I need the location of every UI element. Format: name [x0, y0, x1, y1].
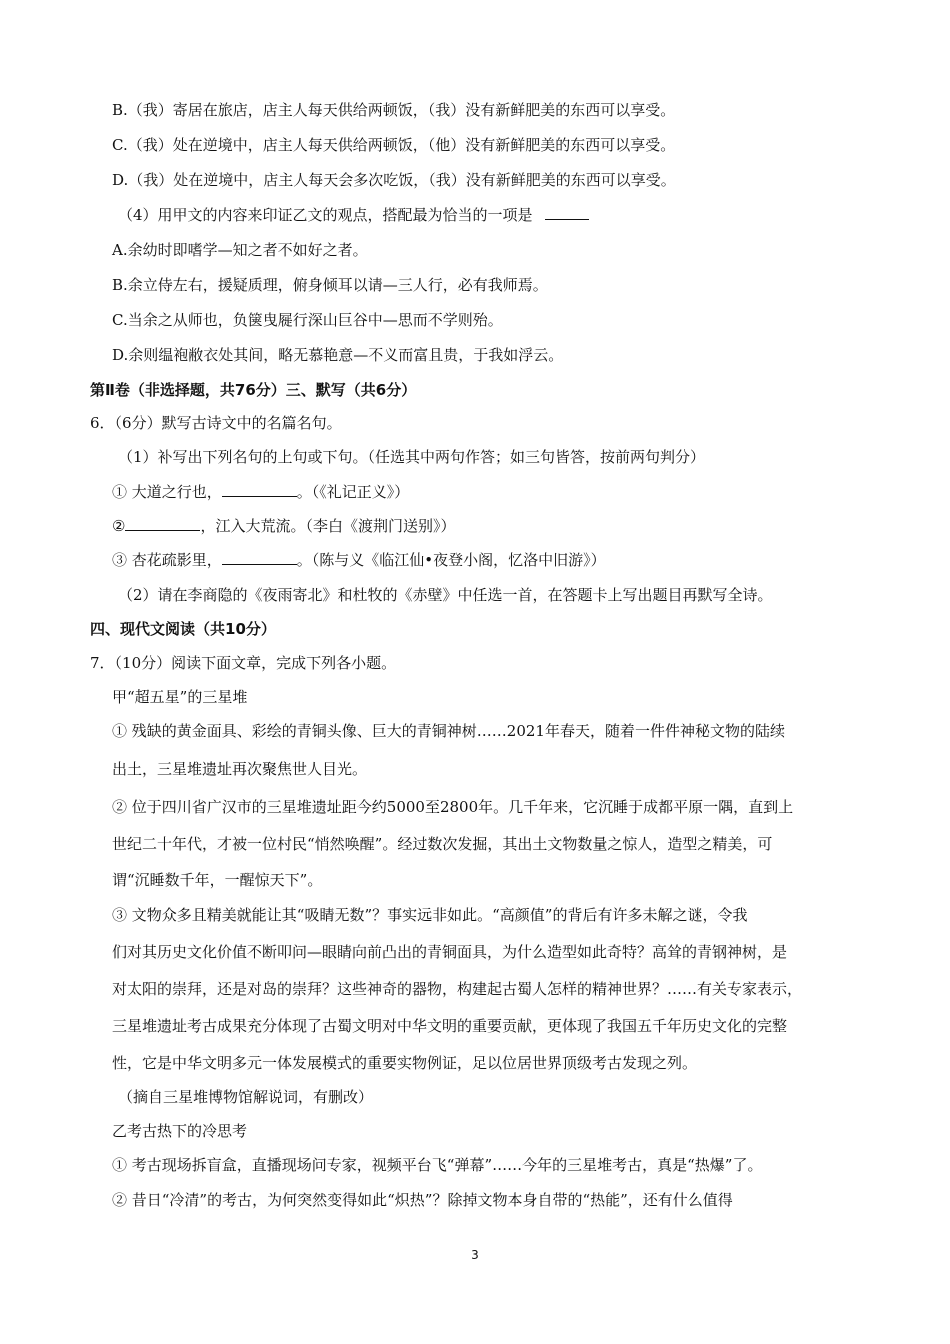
- paragraph-line: 对太阳的崇拜，还是对岛的崇拜？这些神奇的器物，构建起古蜀人怎样的精神世界？……有关专家表示，: [112, 980, 803, 998]
- paragraph-line: ② 昔日“冷清”的考古，为何突然变得如此“炽热”？除掉文物本身自带的“热能”，还有什么值得: [112, 1191, 733, 1209]
- blank-2: [125, 516, 200, 531]
- paragraph-line: 出土，三星堆遗址再次聚焦世人目光。: [112, 760, 368, 778]
- paragraph-line: 性，它是中华文明多元一体发展模式的重要实物例证，足以位居世界顶级考古发现之列。: [112, 1054, 698, 1072]
- question-6: 6．（6分）默写古诗文中的名篇名句。: [90, 414, 342, 432]
- fill-line-1: [112, 482, 409, 502]
- fill-line-2-prefix: ②: [112, 517, 126, 535]
- answer-blank: [545, 205, 589, 220]
- text-a-title: 甲“超五星”的三星堆: [112, 688, 248, 706]
- q4-option-c: C.当余之从师也，负箧曳屣行深山巨谷中—思而不学则殆。: [112, 311, 503, 329]
- fill-line-1-prefix: ① 大道之行也，: [112, 483, 222, 501]
- fill-line-3-suffix: 。（陈与义《临江仙•夜登小阁，忆洛中旧游》）: [296, 551, 606, 569]
- page-number: 3: [471, 1248, 479, 1262]
- paragraph-line: 谓“沉睡数千年，一醒惊天下”。: [112, 871, 323, 889]
- fill-line-1-suffix: 。（《礼记正义》）: [296, 483, 410, 501]
- fill-line-2-suffix: ，江入大荒流。（李白《渡荆门送别》）: [200, 517, 456, 535]
- q4-option-a: A.余幼时即嗜学—知之者不如好之者。: [112, 241, 368, 259]
- fill-line-3: [112, 550, 606, 570]
- fill-line-3-prefix: ③ 杏花疏影里，: [112, 551, 222, 569]
- question-6-part-1: （1）补写出下列名句的上句或下句。（任选其中两句作答；如三句皆答，按前两句判分）: [118, 448, 706, 466]
- paragraph-line: ① 残缺的黄金面具、彩绘的青铜头像、巨大的青铜神树……2021年春天，随着一件件神秘文物的陆续: [112, 722, 785, 740]
- paragraph-line: ② 位于四川省广汉市的三星堆遗址距今约5000至2800年。几千年来，它沉睡于成都平原一隅，直到上: [112, 798, 794, 816]
- q4-option-d: D.余则缊袍敝衣处其间，略无慕艳意—不义而富且贵，于我如浮云。: [112, 346, 564, 364]
- question-4: [118, 205, 589, 225]
- paragraph-line: 世纪二十年代，才被一位村民“悄然唤醒”。经过数次发掘，其出土文物数量之惊人，造型之精美，可: [112, 835, 773, 853]
- option-c: C.（我）处在逆境中，店主人每天供给两顿饭，（他）没有新鲜肥美的东西可以享受。: [112, 136, 676, 154]
- option-d: D.（我）处在逆境中，店主人每天会多次吃饭，（我）没有新鲜肥美的东西可以享受。: [112, 171, 676, 189]
- source-note: （摘自三星堆博物馆解说词，有删改）: [118, 1088, 374, 1106]
- paragraph-line: 三星堆遗址考古成果充分体现了古蜀文明对中华文明的重要贡献，更体现了我国五千年历史文化的完整: [112, 1017, 788, 1035]
- question-4-text: （4）用甲文的内容来印证乙文的观点，搭配最为恰当的一项是: [118, 206, 533, 224]
- question-6-part-2: （2）请在李商隐的《夜雨寄北》和杜牧的《赤壁》中任选一首，在答题卡上写出题目再默写全诗。: [118, 586, 773, 604]
- blank-1: [222, 482, 297, 497]
- section-heading-2: 第Ⅱ卷（非选择题，共76分）三、默写（共6分）: [90, 381, 417, 399]
- question-7: 7．（10分）阅读下面文章，完成下列各小题。: [90, 654, 397, 672]
- paragraph-line: ③ 文物众多且精美就能让其“吸睛无数”？事实远非如此。“高颜值”的背后有许多未解之谜，令我: [112, 906, 748, 924]
- blank-3: [222, 550, 297, 565]
- text-b-title: 乙考古热下的冷思考: [112, 1122, 248, 1140]
- fill-line-2: [112, 516, 455, 536]
- section-heading-4: 四、现代文阅读（共10分）: [90, 620, 276, 638]
- paragraph-line: ① 考古现场拆盲盒，直播现场问专家，视频平台飞“弹幕”……今年的三星堆考古，真是“热爆”了。: [112, 1156, 763, 1174]
- option-b: B.（我）寄居在旅店，店主人每天供给两顿饭，（我）没有新鲜肥美的东西可以享受。: [112, 101, 676, 119]
- q4-option-b: B.余立侍左右，援疑质理，俯身倾耳以请—三人行，必有我师焉。: [112, 276, 548, 294]
- paragraph-line: 们对其历史文化价值不断叩问—眼睛向前凸出的青铜面具，为什么造型如此奇特？高耸的青钢神树，是: [112, 943, 788, 961]
